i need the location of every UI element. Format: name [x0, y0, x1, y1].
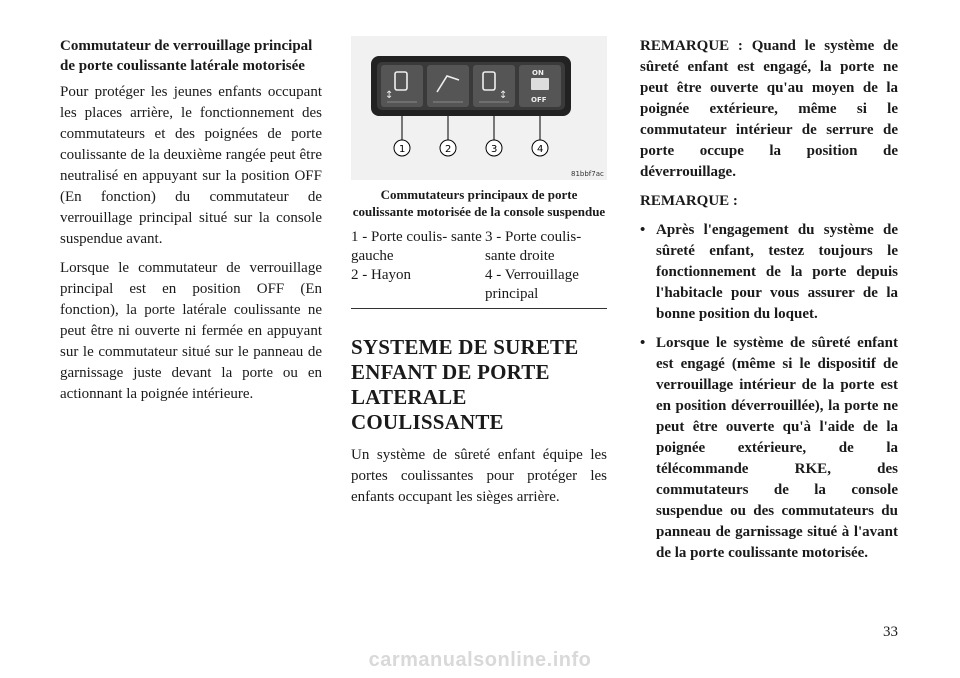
- figure-caption: Commutateurs principaux de porte coulissante motorisée de la console suspendue: [352, 187, 606, 219]
- figure-code: 81bbf7ac: [571, 170, 604, 178]
- list-item: [640, 220, 898, 325]
- callout-2: 2: [445, 144, 452, 155]
- subsection-heading: Commutateur de verrouillage principal de porte coulissante latérale motorisée: [60, 38, 313, 74]
- callout-4: 4: [537, 144, 544, 155]
- legend-item: 3 - Porte coulis- sante droite: [485, 229, 582, 264]
- svg-text:↕: ↕: [385, 90, 394, 101]
- section-body: Un système de sûreté enfant équipe les portes coulissantes pour protéger les enfants occupant les sièges arrière.: [351, 447, 607, 505]
- watermark: carmanualsonline.info: [368, 649, 592, 671]
- legend-item: 4 - Verrouillage principal: [485, 267, 579, 302]
- legend-divider: [351, 308, 607, 309]
- paragraph-1: Pour protéger les jeunes enfants occupant les places arrière, le fonctionnement des commutateurs et des poignées de porte coulissante de la deuxième rangée peut être neutralisé en appuyant sur la position OFF (En fonction) du commutateur de verrouillage principal situé sur la console suspendue avant.: [60, 84, 322, 247]
- remark-1: REMARQUE : Quand le système de sûreté enfant est engagé, la porte ne peut être ouverte qu'au moyen de la poignée extérieure, même si le commutateur intérieur de serrure de porte occupe la position de déverrouillage.: [640, 38, 898, 180]
- bullet-icon: •: [640, 335, 646, 351]
- remark-bullet-list: [640, 220, 898, 564]
- switch-panel-figure: [351, 36, 607, 180]
- bullet-text: Lorsque le système de sûreté enfant est engagé (même si le dispositif de verrouillage intérieur de la porte est en position déverrouillée), la porte ne peut être ouverte qu'à l'aide de la poignée extérieure, de la télécommande RKE, des commutateurs de la console suspendue ou des commutateurs du panneau de garnissage situé à l'avant de la porte coulissante motorisée.: [656, 335, 898, 561]
- switch-panel-illustration: [351, 36, 607, 180]
- bullet-text: Après l'engagement du système de sûreté enfant, testez toujours le fonctionnement de la porte depuis l'habitacle pour vous assurer de la bonne position du loquet.: [656, 222, 898, 322]
- switch-on-label: ON: [532, 69, 544, 77]
- left-column: [60, 36, 322, 413]
- switch-off-label: OFF: [531, 96, 547, 104]
- callout-3: 3: [491, 144, 498, 155]
- section-title: SYSTEME DE SURETE ENFANT DE PORTE LATERALE COULISSANTE: [351, 335, 579, 434]
- remark-2-heading: REMARQUE :: [640, 193, 738, 209]
- paragraph-2: Lorsque le commutateur de verrouillage principal est en position OFF (En fonction), la porte latérale coulissante ne peut être ni ouverte ni fermée en appuyant sur le commutateur situé sur le panneau de garnissage juste devant la porte ou en actionnant la poignée intérieure.: [60, 260, 322, 402]
- legend-item: 1 - Porte coulis- sante gauche: [351, 229, 482, 264]
- liftgate-switch: [427, 65, 469, 107]
- legend-item: 2 - Hayon: [351, 267, 411, 283]
- right-column: [640, 36, 898, 572]
- bullet-icon: •: [640, 222, 646, 238]
- right-door-switch: [473, 65, 515, 107]
- list-item: [640, 333, 898, 564]
- callout-1: 1: [399, 144, 406, 155]
- page-number: 33: [883, 624, 898, 640]
- figure-legend: [351, 228, 607, 304]
- svg-text:↕: ↕: [499, 90, 508, 101]
- middle-column: [351, 36, 607, 516]
